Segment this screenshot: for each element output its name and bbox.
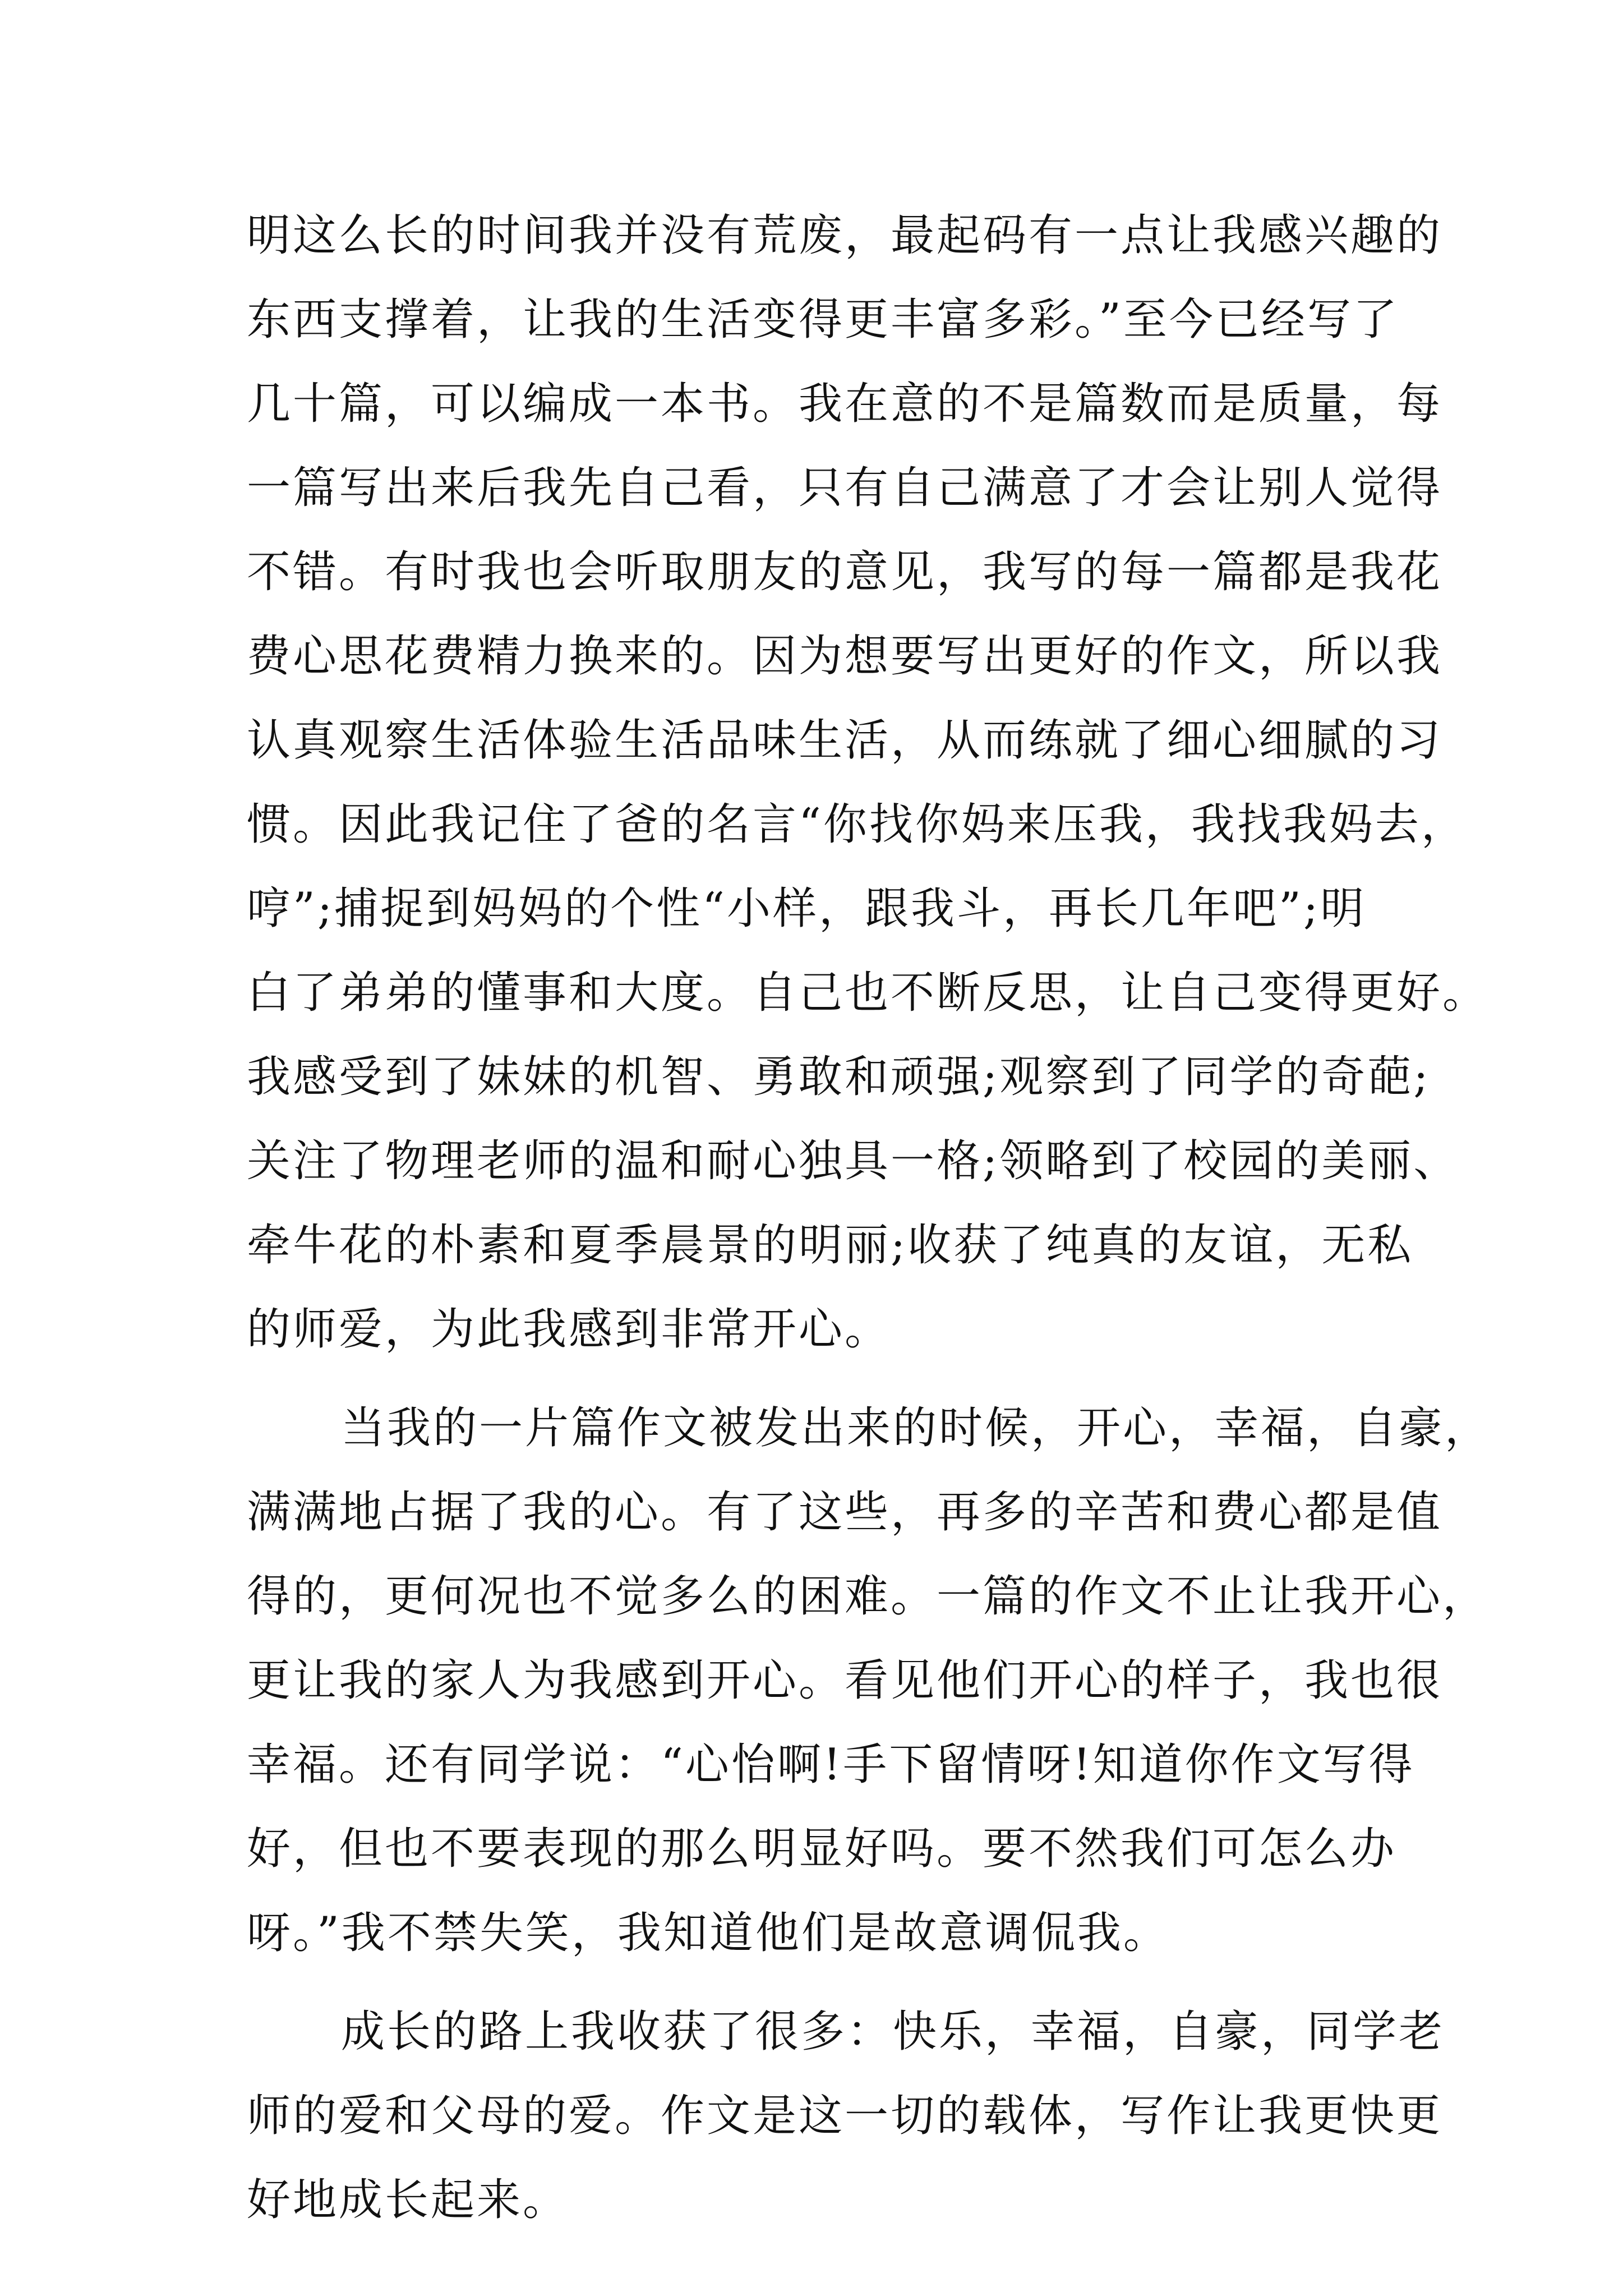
text-line: 几十篇，可以编成一本书。我在意的不是篇数而是质量，每 — [247, 379, 1443, 429]
text-line: 不错。有时我也会听取朋友的意见，我写的每一篇都是我花 — [247, 547, 1443, 597]
text-line: 成长的路上我收获了很多：快乐，幸福，自豪，同学老 — [341, 2007, 1445, 2057]
text-line: 幸福。还有同学说：“心怡啊!手下留情呀!知道你作文写得 — [247, 1740, 1415, 1790]
text-line: 呀。”我不禁失笑，我知道他们是故意调侃我。 — [247, 1908, 1169, 1958]
text-line: 满满地占据了我的心。有了这些，再多的辛苦和费心都是值 — [247, 1487, 1443, 1538]
text-line: 师的爱和父母的爱。作文是这一切的载体，写作让我更快更 — [247, 2091, 1443, 2141]
text-line: 哼”;捕捉到妈妈的个性“小样，跟我斗，再长几年吧”;明 — [247, 884, 1367, 934]
text-line: 的师爱，为此我感到非常开心。 — [247, 1304, 891, 1355]
text-line: 好，但也不要表现的那么明显好吗。要不然我们可怎么办 — [247, 1824, 1397, 1874]
text-line: 东西支撑着，让我的生活变得更丰富多彩。”至今已经写了 — [247, 295, 1399, 345]
text-line: 惯。因此我记住了爸的名言“你找你妈来压我，我找我妈去， — [247, 799, 1467, 850]
paragraph-2 — [247, 1386, 1491, 1975]
text-line: 牵牛花的朴素和夏季晨景的明丽;收获了纯真的友谊，无私 — [247, 1220, 1414, 1271]
text-line: 当我的一片篇作文被发出来的时候，开心，幸福，自豪， — [341, 1403, 1491, 1453]
essay-text — [247, 194, 1491, 2257]
text-line: 一篇写出来后我先自己看，只有自己满意了才会让别人觉得 — [247, 463, 1443, 513]
text-line: 明这么长的时间我并没有荒废，最起码有一点让我感兴趣的 — [247, 210, 1443, 261]
text-line: 认真观察生活体验生活品味生活，从而练就了细心细腻的习 — [247, 715, 1443, 766]
text-line: 白了弟弟的懂事和大度。自己也不断反思，让自己变得更好。 — [247, 968, 1489, 1018]
text-line: 费心思花费精力换来的。因为想要写出更好的作文，所以我 — [247, 631, 1443, 682]
text-line: 好地成长起来。 — [247, 2175, 569, 2225]
paragraph-3 — [247, 1990, 1445, 2242]
text-line: 我感受到了妹妹的机智、勇敢和顽强;观察到了同学的奇葩; — [247, 1052, 1431, 1102]
text-line: 关注了物理老师的温和耐心独具一格;领略到了校园的美丽、 — [247, 1136, 1460, 1186]
paragraph-1 — [247, 194, 1489, 1372]
text-line: 得的，更何况也不觉多么的困难。一篇的作文不止让我开心， — [247, 1571, 1489, 1622]
text-line: 更让我的家人为我感到开心。看见他们开心的样子，我也很 — [247, 1655, 1443, 1706]
